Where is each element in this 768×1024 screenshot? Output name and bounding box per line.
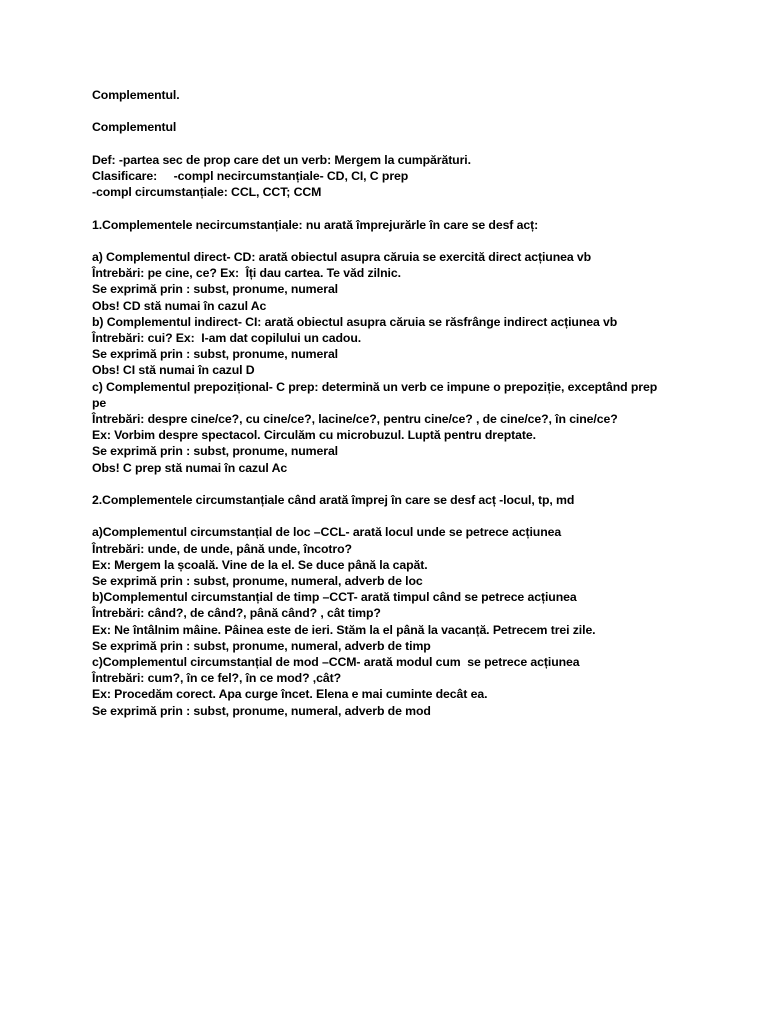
section1-line: Întrebări: cui? Ex: I-am dat copilului un cadou. <box>92 330 362 345</box>
section2-line: b)Complementul circumstanțial de timp –CCT- arată timpul când se petrece acțiunea <box>92 590 577 605</box>
definition-line: Def: -partea sec de prop care det un verb: Mergem la cumpărături. <box>92 152 471 167</box>
section2-heading: 2.Complementele circumstanțiale când arată împrej în care se desf acț -locul, tp, md <box>92 493 575 507</box>
document-page <box>92 87 682 719</box>
section2-line: Întrebări: cum?, în ce fel?, în ce mod? ,cât? <box>92 671 341 686</box>
section2-line: c)Complementul circumstanțial de mod –CCM- arată modul cum se petrece acțiunea <box>92 655 580 670</box>
section2-line: Se exprimă prin : subst, pronume, numeral, adverb de loc <box>92 574 423 588</box>
section1-line: Se exprimă prin : subst, pronume, numeral <box>92 347 338 362</box>
classification-line: Clasificare: -compl necircumstanțiale- CD, CI, C prep <box>92 168 409 183</box>
section2-line: Ex: Procedăm corect. Apa curge încet. Elena e mai cuminte decât ea. <box>92 687 488 702</box>
section1-line: Întrebări: despre cine/ce?, cu cine/ce?, lacine/ce?, pentru cine/ce? , de cine/ce?, în cine/ce? <box>92 412 618 426</box>
section2-line: Întrebări: unde, de unde, până unde, încotro? <box>92 541 352 556</box>
section1-line: Se exprimă prin : subst, pronume, numeral <box>92 444 338 459</box>
circumstantial-line: -compl circumstanțiale: CCL, CCT; CCM <box>92 185 322 200</box>
section1-line: b) Complementul indirect- CI: arată obiectul asupra căruia se răsfrânge indirect acțiunea vb <box>92 314 618 329</box>
section1-line: Se exprimă prin : subst, pronume, numeral <box>92 282 338 297</box>
section1-line: a) Complementul direct- CD: arată obiectul asupra căruia se exercită direct acțiunea vb <box>92 249 592 264</box>
spacer <box>92 200 682 216</box>
section2-line: Ex: Ne întâlnim mâine. Pâinea este de ieri. Stăm la el până la vacanță. Petrecem trei zile. <box>92 622 596 637</box>
section1-heading: 1.Complementele necircumstanțiale: nu arată împrejurărle în care se desf acț: <box>92 217 539 232</box>
section2-line: a)Complementul circumstanțial de loc –CCL- arată locul unde se petrece acțiunea <box>92 525 562 540</box>
spacer <box>92 233 682 249</box>
section1-line: c) Complementul prepozițional- C prep: determină un verb ce impune o prepoziție, exceptând prep <box>92 379 658 394</box>
spacer <box>92 136 682 152</box>
section2-line: Ex: Mergem la școală. Vine de la el. Se duce până la capăt. <box>92 557 428 572</box>
section2-line: Se exprimă prin : subst, pronume, numeral, adverb de timp <box>92 638 431 653</box>
section2-body <box>92 524 682 718</box>
section1-line: Întrebări: pe cine, ce? Ex: Îți dau cartea. Te văd zilnic. <box>92 266 401 281</box>
document-title: Complementul. <box>92 88 180 102</box>
section1-line: Obs! CD stă numai în cazul Ac <box>92 298 267 313</box>
document-heading: Complementul <box>92 120 177 135</box>
section1-line: pe <box>92 395 107 410</box>
section2-line: Întrebări: când?, de când?, până când? , cât timp? <box>92 606 381 621</box>
section1-line: Ex: Vorbim despre spectacol. Circulăm cu microbuzul. Luptă pentru dreptate. <box>92 428 536 443</box>
spacer <box>92 103 682 119</box>
spacer <box>92 476 682 492</box>
section1-line: Obs! C prep stă numai în cazul Ac <box>92 460 288 475</box>
section1-body <box>92 249 682 476</box>
section1-line: Obs! CI stă numai în cazul D <box>92 363 255 378</box>
spacer <box>92 508 682 524</box>
section2-line: Se exprimă prin : subst, pronume, numeral, adverb de mod <box>92 703 431 718</box>
